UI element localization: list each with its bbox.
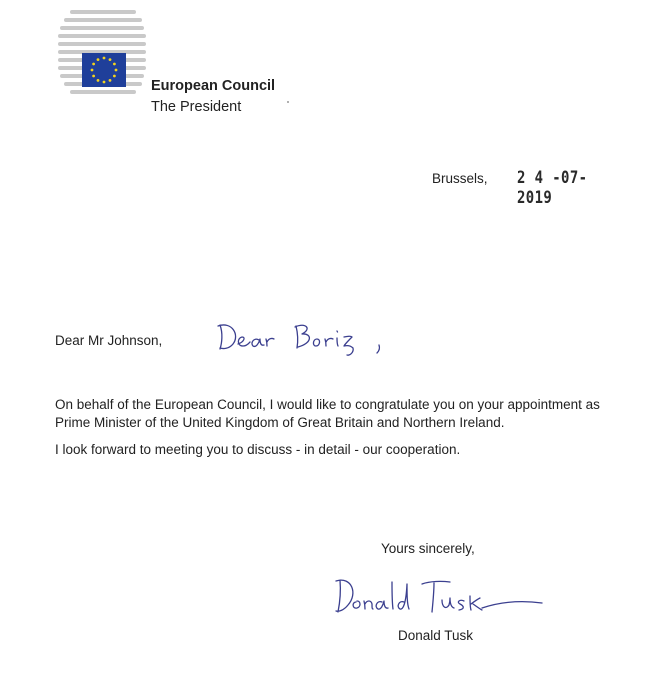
body-paragraph-2: I look forward to meeting you to discuss - in detail - our cooperation. xyxy=(55,442,461,457)
closing: Yours sincerely, xyxy=(381,541,475,556)
organization-role: The President xyxy=(151,99,242,115)
paper-speck xyxy=(287,101,289,103)
salutation: Dear Mr Johnson, xyxy=(55,333,163,348)
signature xyxy=(330,572,550,627)
body-paragraph-1: On behalf of the European Council, I would like to congratulate you on your appointment as Prime Minister of the United Kingdom of Great Britain and Northern Ireland. xyxy=(55,397,600,430)
eu-flag-icon xyxy=(56,8,148,100)
place-line: Brussels, xyxy=(432,171,488,186)
signer-name: Donald Tusk xyxy=(398,628,474,643)
date-stamp: 2 4 -07- 2019 xyxy=(517,168,588,208)
organization-name: European Council xyxy=(151,78,276,94)
european-council-logo xyxy=(56,8,148,100)
handwritten-salutation xyxy=(214,315,389,365)
letterhead-text xyxy=(151,76,275,118)
